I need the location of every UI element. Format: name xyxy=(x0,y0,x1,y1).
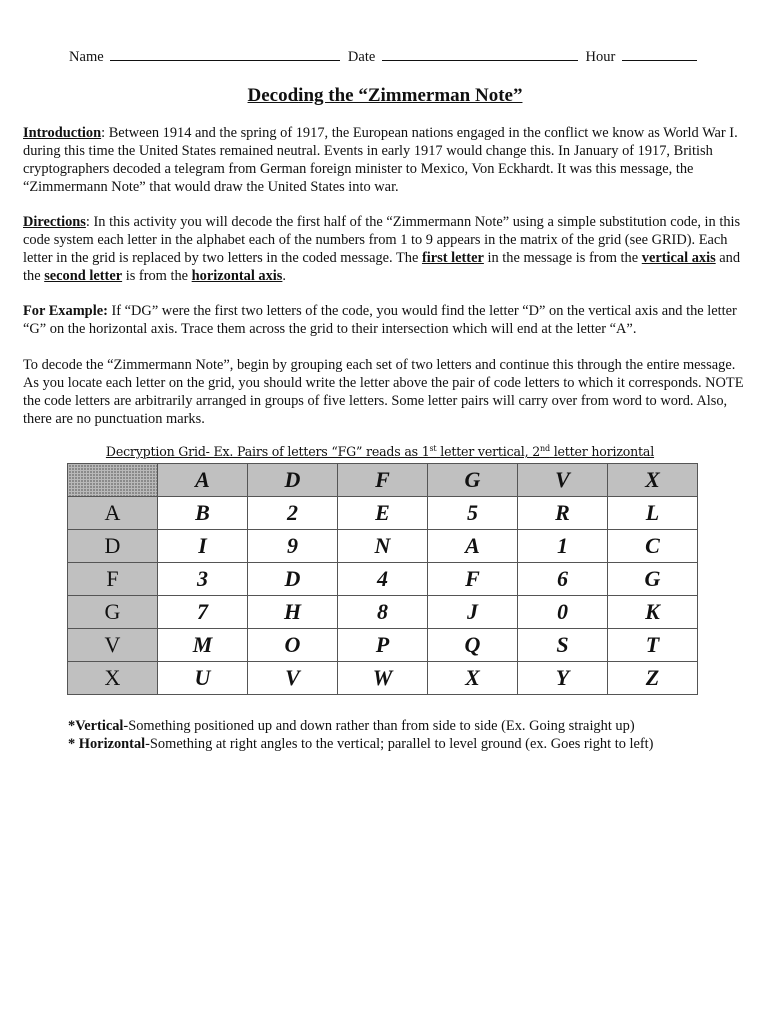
grid-caption-part-3: letter horizontal xyxy=(549,444,655,459)
grid-row-header: F xyxy=(68,563,158,596)
grid-cell: J xyxy=(428,596,518,629)
grid-column-header: F xyxy=(338,464,428,497)
grid-cell: 3 xyxy=(158,563,248,596)
grid-row-header: G xyxy=(68,596,158,629)
grid-caption xyxy=(68,444,692,459)
grid-row-header: V xyxy=(68,629,158,662)
grid-cell: 4 xyxy=(338,563,428,596)
date-blank xyxy=(382,46,578,61)
vertical-definition: -Something positioned up and down rather than from side to side (Ex. Going straight up) xyxy=(123,718,635,734)
grid-cell: F xyxy=(428,563,518,596)
grid-caption-part-2: letter vertical, 2 xyxy=(436,444,541,459)
grid-row xyxy=(68,629,698,662)
grid-caption-sup-2: nd xyxy=(540,443,550,453)
grid-cell: R xyxy=(518,497,608,530)
grid-caption-part-1: Decryption Grid- Ex. Pairs of letters “FG” reads as 1 xyxy=(105,444,430,459)
grid-row xyxy=(68,662,698,695)
grid-cell: N xyxy=(338,530,428,563)
grid-cell: Z xyxy=(608,662,698,695)
hour-label: Hour xyxy=(585,49,616,65)
introduction-text: : Between 1914 and the spring of 1917, the European nations engaged in the conflict we know as World War I. during this time the United States remained neutral. Events in early 1917 would change this. In January of 1917, British cryptographers decoded a telegram from German foreign minister to Mexico, Von Eckhardt. It was this message, the “Zimmermann Note” that would draw the United States into war. xyxy=(23,125,738,195)
second-letter-term: second letter xyxy=(44,268,123,284)
grid-cell: M xyxy=(158,629,248,662)
grid-cell: O xyxy=(248,629,338,662)
grid-cell: 6 xyxy=(518,563,608,596)
grid-cell: W xyxy=(338,662,428,695)
grid-cell: 7 xyxy=(158,596,248,629)
directions-text-3: and the xyxy=(23,250,741,284)
name-label: Name xyxy=(69,49,104,65)
grid-cell: I xyxy=(158,530,248,563)
grid-caption-sup-1: st xyxy=(429,443,437,453)
grid-cell: E xyxy=(338,497,428,530)
grid-row xyxy=(68,530,698,563)
grid-cell: L xyxy=(608,497,698,530)
grid-cell: Q xyxy=(428,629,518,662)
grid-cell: 5 xyxy=(428,497,518,530)
grid-cell: U xyxy=(158,662,248,695)
footnote-vertical xyxy=(68,717,758,735)
grid-cell: K xyxy=(608,596,698,629)
directions-label: Directions xyxy=(23,214,86,230)
decode-paragraph: To decode the “Zimmermann Note”, begin by grouping each set of two letters and continue this through the entire message. As you locate each letter on the grid, you should write the letter above the pair of code letters to which it corresponds. NOTE the code letters are arbitrarily arranged in groups of five letters. Some letter pairs will carry over from word to word. Also, there are no punctuation marks. xyxy=(23,357,744,427)
grid-column-header: X xyxy=(608,464,698,497)
directions-text-1: : In this activity you will decode the first half of the “Zimmermann Note” using a simple substitution code, in this code system each letter in the alphabet each of the numbers from 1 to 9 appears in the matrix of the grid (see GRID). Each letter in the grid is replaced by two letters in the coded message. The xyxy=(23,214,741,266)
grid-cell: X xyxy=(428,662,518,695)
first-letter-term: first letter xyxy=(421,250,484,266)
grid-cell: A xyxy=(428,530,518,563)
grid-cell: V xyxy=(248,662,338,695)
introduction-paragraph xyxy=(23,124,745,196)
grid-cell: T xyxy=(608,629,698,662)
example-text: If “DG” were the first two letters of the code, you would find the letter “D” on the vertical axis and the letter “G” on the horizontal axis. Trace them across the grid to their intersection which will end at the letter “A”. xyxy=(23,303,737,337)
grid-cell: P xyxy=(338,629,428,662)
vertical-axis-term: vertical axis xyxy=(641,250,716,266)
grid-header-row xyxy=(68,464,698,497)
grid-cell: Y xyxy=(518,662,608,695)
grid-column-header: D xyxy=(248,464,338,497)
horizontal-axis-term: horizontal axis xyxy=(191,268,283,284)
page-title: Decoding the “Zimmerman Note” xyxy=(247,85,523,106)
grid-row-header: X xyxy=(68,662,158,695)
grid-cell: H xyxy=(248,596,338,629)
directions-paragraph xyxy=(23,213,745,285)
grid-cell: S xyxy=(518,629,608,662)
example-paragraph xyxy=(23,302,745,338)
directions-text-5: . xyxy=(282,268,287,284)
grid-column-header: V xyxy=(518,464,608,497)
grid-cell: C xyxy=(608,530,698,563)
grid-column-header: G xyxy=(428,464,518,497)
footnote-horizontal xyxy=(68,735,758,753)
example-label: For Example: xyxy=(23,303,108,319)
grid-cell: G xyxy=(608,563,698,596)
directions-text-2: in the message is from the xyxy=(483,250,642,266)
grid-cell: B xyxy=(158,497,248,530)
introduction-label: Introduction xyxy=(23,125,102,141)
horizontal-definition: -Something at right angles to the vertical; parallel to level ground (ex. Goes right to left) xyxy=(145,736,654,752)
grid-row xyxy=(68,497,698,530)
header-fields xyxy=(0,46,770,66)
grid-row xyxy=(68,563,698,596)
grid-cell: 2 xyxy=(248,497,338,530)
grid-corner-cell xyxy=(68,464,158,497)
grid-cell: D xyxy=(248,563,338,596)
decryption-grid xyxy=(67,463,698,695)
grid-cell: 0 xyxy=(518,596,608,629)
grid-row xyxy=(68,596,698,629)
grid-cell: 1 xyxy=(518,530,608,563)
date-label: Date xyxy=(347,49,376,65)
directions-text-4: is from the xyxy=(122,268,192,284)
horizontal-term: * Horizontal xyxy=(68,736,146,752)
grid-cell: 9 xyxy=(248,530,338,563)
grid-row-header: D xyxy=(68,530,158,563)
hour-blank xyxy=(622,46,697,61)
grid-column-header: A xyxy=(158,464,248,497)
grid-cell: 8 xyxy=(338,596,428,629)
name-blank xyxy=(110,46,340,61)
vertical-term: *Vertical xyxy=(68,718,124,734)
grid-row-header: A xyxy=(68,497,158,530)
